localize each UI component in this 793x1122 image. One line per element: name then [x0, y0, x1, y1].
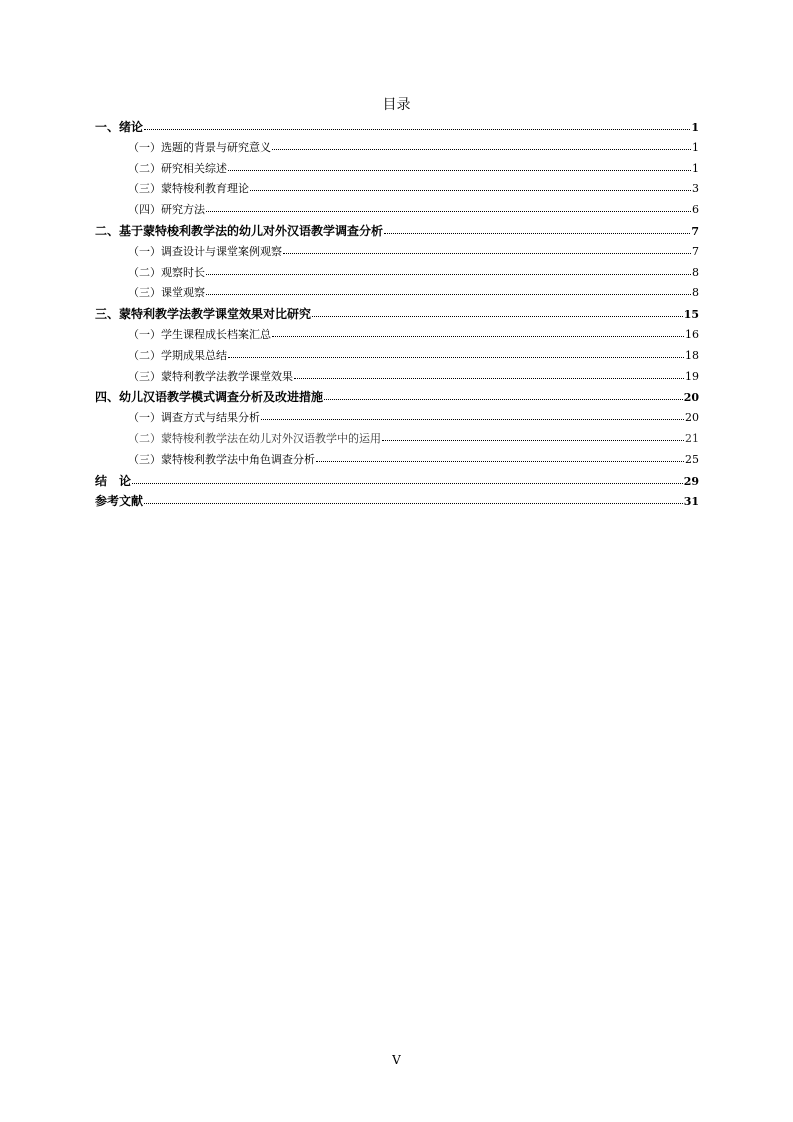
- dot-leader: [324, 389, 683, 401]
- toc-entry-page-number: 8: [692, 265, 699, 279]
- toc-section-entry[interactable]: [95, 429, 699, 450]
- dot-leader: [272, 326, 684, 338]
- toc-entry-label: （二）蒙特梭利教学法在幼儿对外汉语教学中的运用: [128, 431, 381, 445]
- toc-chapter-entry[interactable]: [95, 304, 699, 325]
- toc-entry-label: （一）选题的背景与研究意义: [128, 140, 271, 154]
- toc-entry-page-number: 1: [692, 140, 699, 154]
- dot-leader: [206, 284, 691, 296]
- toc-entry-page-number: 7: [692, 244, 699, 258]
- toc-section-entry[interactable]: [95, 159, 699, 180]
- toc-entry-label: （一）学生课程成长档案汇总: [128, 327, 271, 341]
- dot-leader: [206, 264, 691, 276]
- dot-leader: [272, 139, 691, 151]
- toc-entry-page-number: 15: [683, 308, 699, 322]
- dot-leader: [228, 347, 684, 359]
- toc-entry-page-number: 6: [692, 203, 699, 217]
- toc-entry-label: 二、基于蒙特梭利教学法的幼儿对外汉语教学调查分析: [95, 223, 384, 238]
- toc-entry-label: （三）课堂观察: [128, 286, 205, 300]
- toc-entry-page-number: 16: [685, 327, 699, 341]
- toc-entry-page-number: 1: [692, 161, 699, 175]
- toc-section-entry[interactable]: [95, 325, 699, 346]
- dot-leader: [382, 430, 684, 442]
- dot-leader: [144, 119, 690, 131]
- toc-entry-label: 四、幼儿汉语教学模式调查分析及改进措施: [95, 390, 324, 405]
- toc-section-entry[interactable]: [95, 408, 699, 429]
- toc-entry-label: （三）蒙特梭利教学法中角色调查分析: [128, 452, 315, 466]
- dot-leader: [250, 180, 691, 192]
- dot-leader: [384, 223, 690, 235]
- dot-leader: [294, 368, 684, 380]
- toc-section-entry[interactable]: [95, 367, 699, 388]
- toc-section-entry[interactable]: [95, 200, 699, 221]
- toc-entry-label: （二）学期成果总结: [128, 348, 227, 362]
- toc-entry-label: 参考文献: [95, 494, 144, 509]
- toc-chapter-entry[interactable]: [95, 221, 699, 242]
- toc-entry-page-number: 25: [685, 452, 699, 466]
- toc-entry-page-number: 1: [691, 121, 699, 134]
- dot-leader: [283, 243, 691, 255]
- toc-chapter-entry[interactable]: [95, 491, 699, 512]
- toc-chapter-entry[interactable]: [95, 387, 699, 408]
- toc-entry-label: 一、绪论: [95, 120, 144, 134]
- toc-entry-label: （一）调查方式与结果分析: [128, 411, 260, 425]
- toc-title: 目录: [382, 97, 411, 113]
- toc-chapter-entry[interactable]: [95, 471, 699, 492]
- toc-entry-label: （一）调查设计与课堂案例观察: [128, 244, 282, 258]
- dot-leader: [206, 201, 691, 213]
- toc-entry-page-number: 8: [692, 286, 699, 300]
- toc-section-entry[interactable]: [95, 179, 699, 200]
- table-of-contents: [95, 117, 699, 512]
- toc-chapter-entry[interactable]: [95, 117, 699, 138]
- page-number: V: [392, 1053, 401, 1067]
- dot-leader: [261, 409, 684, 421]
- toc-entry-page-number: 19: [685, 369, 699, 383]
- toc-section-entry[interactable]: [95, 346, 699, 367]
- dot-leader: [132, 473, 683, 485]
- toc-section-entry[interactable]: [95, 283, 699, 304]
- toc-entry-page-number: 3: [692, 182, 699, 196]
- dot-leader: [316, 451, 684, 463]
- toc-section-entry[interactable]: [95, 450, 699, 471]
- toc-entry-label: （三）蒙特利教学法教学课堂效果: [128, 369, 293, 383]
- toc-entry-page-number: 29: [683, 474, 699, 488]
- toc-entry-page-number: 18: [685, 348, 699, 362]
- toc-entry-label: （二）观察时长: [128, 265, 205, 279]
- toc-section-entry[interactable]: [95, 138, 699, 159]
- dot-leader: [312, 306, 683, 318]
- toc-entry-label: （四）研究方法: [128, 203, 205, 217]
- toc-entry-page-number: 20: [685, 411, 699, 425]
- toc-entry-label: 结 论: [95, 473, 132, 488]
- toc-entry-page-number: 20: [683, 391, 699, 405]
- toc-entry-page-number: 7: [691, 224, 699, 238]
- toc-entry-label: 三、蒙特利教学法教学课堂效果对比研究: [95, 307, 312, 322]
- toc-entry-label: （三）蒙特梭利教育理论: [128, 182, 249, 196]
- dot-leader: [144, 493, 683, 505]
- toc-entry-label: （二）研究相关综述: [128, 161, 227, 175]
- toc-entry-page-number: 21: [685, 431, 699, 445]
- dot-leader: [228, 160, 691, 172]
- toc-section-entry[interactable]: [95, 242, 699, 263]
- toc-section-entry[interactable]: [95, 263, 699, 284]
- toc-entry-page-number: 31: [683, 495, 699, 509]
